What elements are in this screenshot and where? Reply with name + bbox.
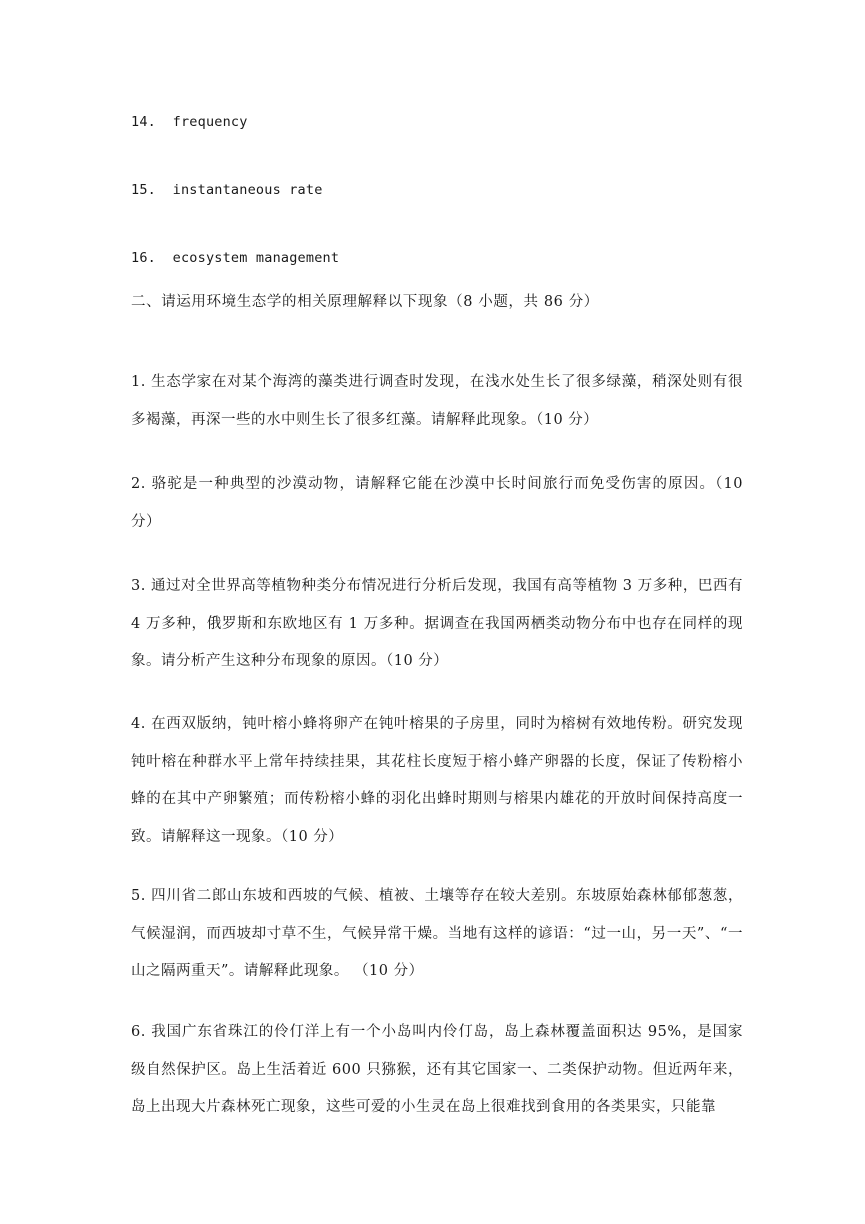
term-item-14	[131, 112, 248, 132]
question-6: 6. 我国广东省珠江的伶仃洋上有一个小岛叫内伶仃岛，岛上森林覆盖面积达 95%，是国家级自然保护区。岛上生活着近 600 只猕猴，还有其它国家一、二类保护动物。但近两年来，岛上出现大片森林死亡现象，这些可爱的小生灵在岛上很难找到食用的各类果实，只能靠	[131, 1024, 743, 1115]
term-text: instantaneous rate	[172, 182, 323, 198]
term-number: 16.	[131, 250, 156, 266]
term-text: ecosystem management	[172, 250, 340, 266]
section-heading: 二、请运用环境生态学的相关原理解释以下现象（8 小题，共 86 分）	[131, 294, 599, 310]
question-4: 4. 在西双版纳，钝叶榕小蜂将卵产在钝叶榕果的子房里，同时为榕树有效地传粉。研究发现钝叶榕在种群水平上常年持续挂果，其花柱长度短于榕小蜂产卵器的长度，保证了传粉榕小蜂的在其中产卵繁殖；而传粉榕小蜂的羽化出蜂时期则与榕果内雄花的开放时间保持高度一致。请解释这一现象。（10 分）	[131, 716, 743, 845]
term-item-15	[131, 180, 323, 200]
question-3: 3. 通过对全世界高等植物种类分布情况进行分析后发现，我国有高等植物 3 万多种，巴西有 4 万多种，俄罗斯和东欧地区有 1 万多种。据调查在我国两栖类动物分布中也存在同样的现象。请分析产生这种分布现象的原因。（10 分）	[131, 578, 743, 669]
question-1: 1. 生态学家在对某个海湾的藻类进行调查时发现，在浅水处生长了很多绿藻，稍深处则有很多褐藻，再深一些的水中则生长了很多红藻。请解释此现象。（10 分）	[131, 374, 743, 428]
question-5: 5. 四川省二郎山东坡和西坡的气候、植被、土壤等存在较大差别。东坡原始森林郁郁葱葱，气候湿润，而西坡却寸草不生，气候异常干燥。当地有这样的谚语：“过一山，另一天”、“一山之隔两重天”。请解释此现象。 （10 分）	[131, 888, 743, 979]
question-2: 2. 骆驼是一种典型的沙漠动物，请解释它能在沙漠中长时间旅行而免受伤害的原因。（10 分）	[131, 476, 743, 530]
term-number: 15.	[131, 182, 156, 198]
term-text: frequency	[172, 114, 248, 130]
term-number: 14.	[131, 114, 156, 130]
term-item-16	[131, 248, 339, 268]
